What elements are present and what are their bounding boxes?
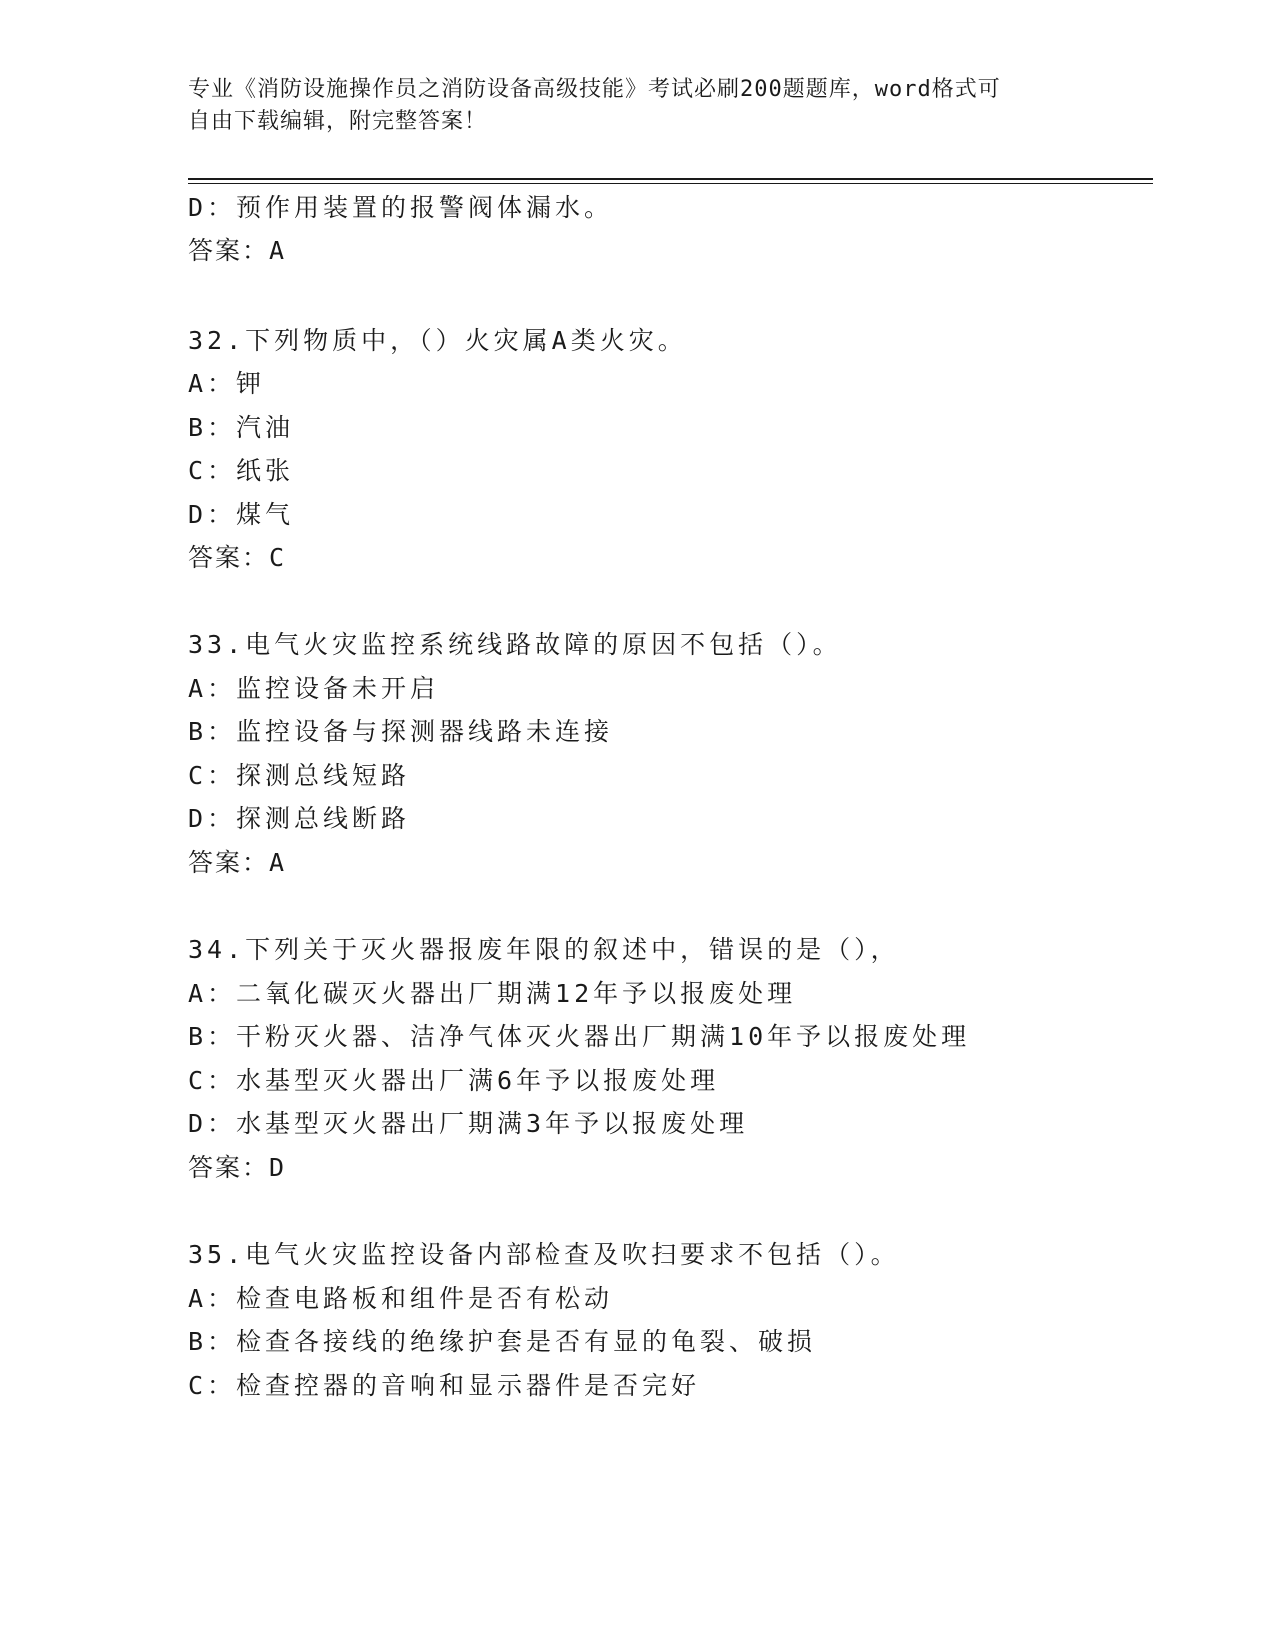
option-line: A：监控设备未开启: [188, 674, 440, 703]
option-line: B：监控设备与探测器线路未连接: [188, 717, 614, 746]
option-line: D：预作用装置的报警阀体漏水。: [188, 193, 614, 222]
document-header: [188, 74, 1088, 138]
header-line-2: 自由下载编辑，附完整答案！: [188, 109, 488, 134]
option-line: C：检查控器的音响和显示器件是否完好: [188, 1371, 701, 1400]
option-line: D：探测总线断路: [188, 804, 411, 833]
question-line: 34.下列关于灭火器报废年限的叙述中，错误的是（），: [188, 935, 900, 964]
question-line: 32.下列物质中，（）火灾属A类火灾。: [188, 326, 687, 355]
header-rule-thin: [188, 183, 1153, 184]
question-line: 35.电气火灾监控设备内部检查及吹扫要求不包括（）。: [188, 1240, 900, 1269]
answer-line: 答案：C: [188, 543, 287, 572]
answer-line: 答案：D: [188, 1153, 287, 1182]
option-line: C：水基型灭火器出厂满6年予以报废处理: [188, 1066, 720, 1095]
option-line: D：水基型灭火器出厂期满3年予以报废处理: [188, 1109, 749, 1138]
option-line: B：汽油: [188, 413, 295, 442]
option-line: B：检查各接线的绝缘护套是否有显的龟裂、破损: [188, 1327, 817, 1356]
option-line: B：干粉灭火器、洁净气体灭火器出厂期满10年予以报废处理: [188, 1022, 971, 1051]
option-line: C：探测总线短路: [188, 761, 411, 790]
option-line: A：钾: [188, 369, 266, 398]
header-rule-thick: [188, 178, 1153, 180]
option-line: A：检查电路板和组件是否有松动: [188, 1284, 614, 1313]
option-line: A：二氧化碳灭火器出厂期满12年予以报废处理: [188, 979, 797, 1008]
option-line: C：纸张: [188, 456, 295, 485]
header-line-1: 专业《消防设施操作员之消防设备高级技能》考试必刷200题题库，word格式可: [188, 77, 1001, 102]
option-line: D：煤气: [188, 500, 295, 529]
answer-line: 答案：A: [188, 848, 287, 877]
answer-line: 答案：A: [188, 236, 287, 265]
question-line: 33.电气火灾监控系统线路故障的原因不包括（）。: [188, 630, 842, 659]
